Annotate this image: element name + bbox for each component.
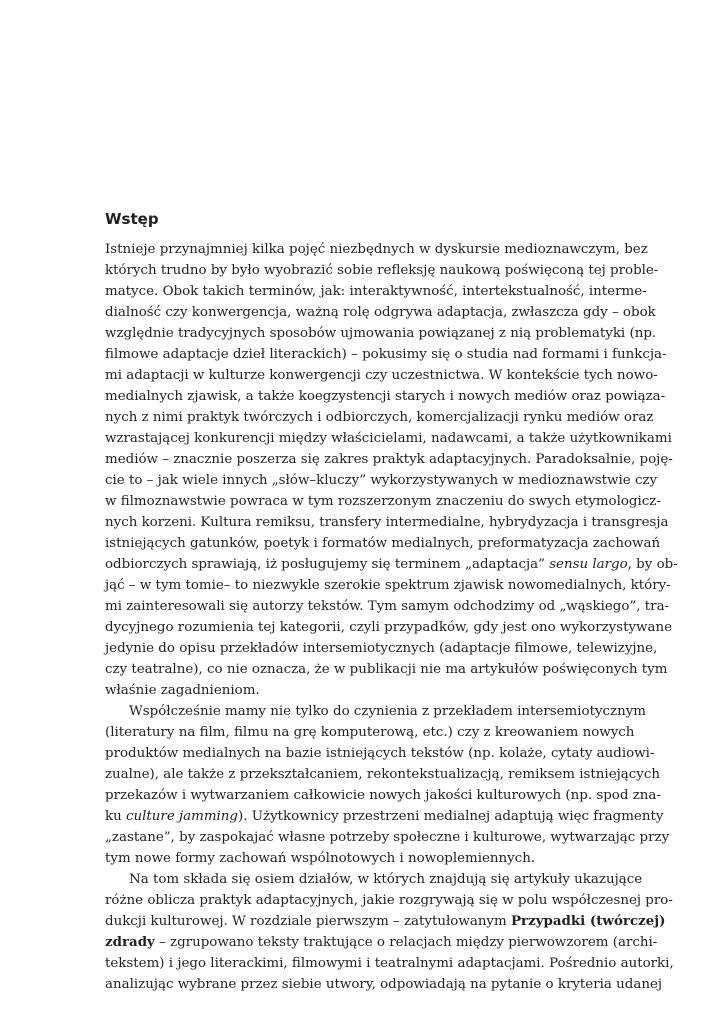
text-line: czy teatralne), co nie oznacza, że w publikacji nie ma artykułów poświęconych tym — [105, 662, 668, 677]
bold-title: Przypadki (twórczej) — [510, 913, 666, 929]
text-line: filmowe adaptacje dzieł literackich) – pokusimy się o studia nad formami i funkcja- — [105, 347, 667, 362]
bold-title: zdrady — [105, 934, 155, 950]
text-line — [105, 554, 678, 575]
text-line: zualne), ale także z przekształcaniem, rekontekstualizacją, remiksem istniejących — [105, 767, 660, 782]
text-fragment: ). Użytkownicy przestrzeni medialnej adaptują więc fragmenty — [238, 809, 664, 824]
text-line: „zastane”, by zaspokajać własne potrzeby społeczne i kulturowe, wytwarzając przy — [105, 830, 670, 845]
text-line: nych korzeni. Kultura remiksu, transfery intermedialne, hybrydyzacja i transgresja — [105, 515, 669, 530]
text-line: (literatury na film, filmu na grę komputerową, etc.) czy z kreowaniem nowych — [105, 725, 635, 740]
text-line: względnie tradycyjnych sposobów ujmowania powiązanej z nią problematyki (np. — [105, 326, 657, 341]
text-line: w filmoznawstwie powraca w tym rozszerzonym znaczeniu do swych etymologicz- — [105, 494, 661, 509]
text-line: dialność czy konwergencja, ważną rolę odgrywa adaptacja, zwłaszcza gdy – obok — [105, 305, 656, 320]
text-fragment: , by ob- — [627, 557, 678, 572]
text-line: Współcześnie mamy nie tylko do czynienia z przekładem intersemiotycznym — [129, 704, 646, 719]
italic-term: culture jamming — [126, 809, 239, 824]
text-line: których trudno by było wyobrazić sobie refleksję naukową poświęconą tej proble- — [105, 263, 659, 278]
text-line: cie to – jak wiele innych „słów–kluczy” wykorzystywanych w medioznawstwie czy — [105, 473, 658, 488]
text-line: przekazów i wytwarzaniem całkowicie nowych jakości kulturowych (np. spod zna- — [105, 788, 661, 803]
text-fragment: – zgrupowano teksty traktujące o relacjach między pierwowzorem (archi- — [154, 935, 658, 950]
section-heading: Wstęp — [105, 210, 159, 228]
text-fragment: dukcji kulturowej. W rozdziale pierwszym – zatytułowanym — [105, 914, 511, 929]
text-line: nych z nimi praktyk twórczych i odbiorczych, komercjalizacji rynku mediów oraz — [105, 410, 654, 425]
text-line: wzrastającej konkurencji między właścicielami, nadawcami, a także użytkownikami — [105, 431, 672, 446]
text-fragment: odbiorczych sprawiają, iż posługujemy się terminem „adaptacja” — [105, 557, 550, 572]
text-line — [105, 911, 666, 932]
italic-term: sensu largo — [549, 557, 628, 572]
body-text — [105, 239, 678, 995]
text-line: tym nowe formy zachowań wspólnotowych i nowoplemiennych. — [105, 851, 536, 866]
text-line: Na tom składa się osiem działów, w których znajdują się artykuły ukazujące — [129, 872, 643, 887]
text-line: medialnych zjawisk, a także koegzystencji starych i nowych mediów oraz powiąza- — [105, 389, 666, 404]
text-line: mi adaptacji w kulturze konwergencji czy uczestnictwa. W kontekście tych nowo- — [105, 368, 658, 383]
text-line — [105, 932, 658, 953]
text-line: jąć – w tym tomie– to niezwykle szerokie spektrum zjawisk nowomedialnych, który- — [105, 578, 671, 593]
text-line: istniejących gatunków, poetyk i formatów medialnych, preformatyzacja zachowań — [105, 536, 661, 551]
text-line: różne oblicza praktyk adaptacyjnych, jakie rozgrywają się w polu współczesnej pro- — [105, 893, 673, 908]
text-line: matyce. Obok takich terminów, jak: interaktywność, intertekstualność, interme- — [105, 284, 647, 299]
text-line: tekstem) i jego literackimi, filmowymi i teatralnymi adaptacjami. Pośrednio autorki, — [105, 956, 674, 971]
text-fragment: ku — [105, 809, 126, 824]
text-line: produktów medialnych na bazie istniejących tekstów (np. kolaże, cytaty audiowi- — [105, 746, 655, 761]
text-line: mi zainteresowali się autorzy tekstów. Tym samym odchodzimy od „wąskiego”, tra- — [105, 599, 670, 614]
text-line: jedynie do opisu przekładów intersemiotycznych (adaptacje filmowe, telewizyjne, — [105, 641, 658, 656]
text-line: analizując wybrane przez siebie utwory, odpowiadają na pytanie o kryteria udanej — [105, 977, 663, 992]
text-line: mediów – znacznie poszerza się zakres praktyk adaptacyjnych. Paradoksalnie, poję- — [105, 452, 673, 467]
text-line — [105, 806, 664, 827]
text-line: właśnie zagadnieniom. — [105, 683, 260, 698]
text-line: dycyjnego rozumienia tej kategorii, czyli przypadków, gdy jest ono wykorzystywane — [105, 620, 673, 635]
text-line: Istnieje przynajmniej kilka pojęć niezbędnych w dyskursie medioznawczym, bez — [105, 242, 648, 257]
